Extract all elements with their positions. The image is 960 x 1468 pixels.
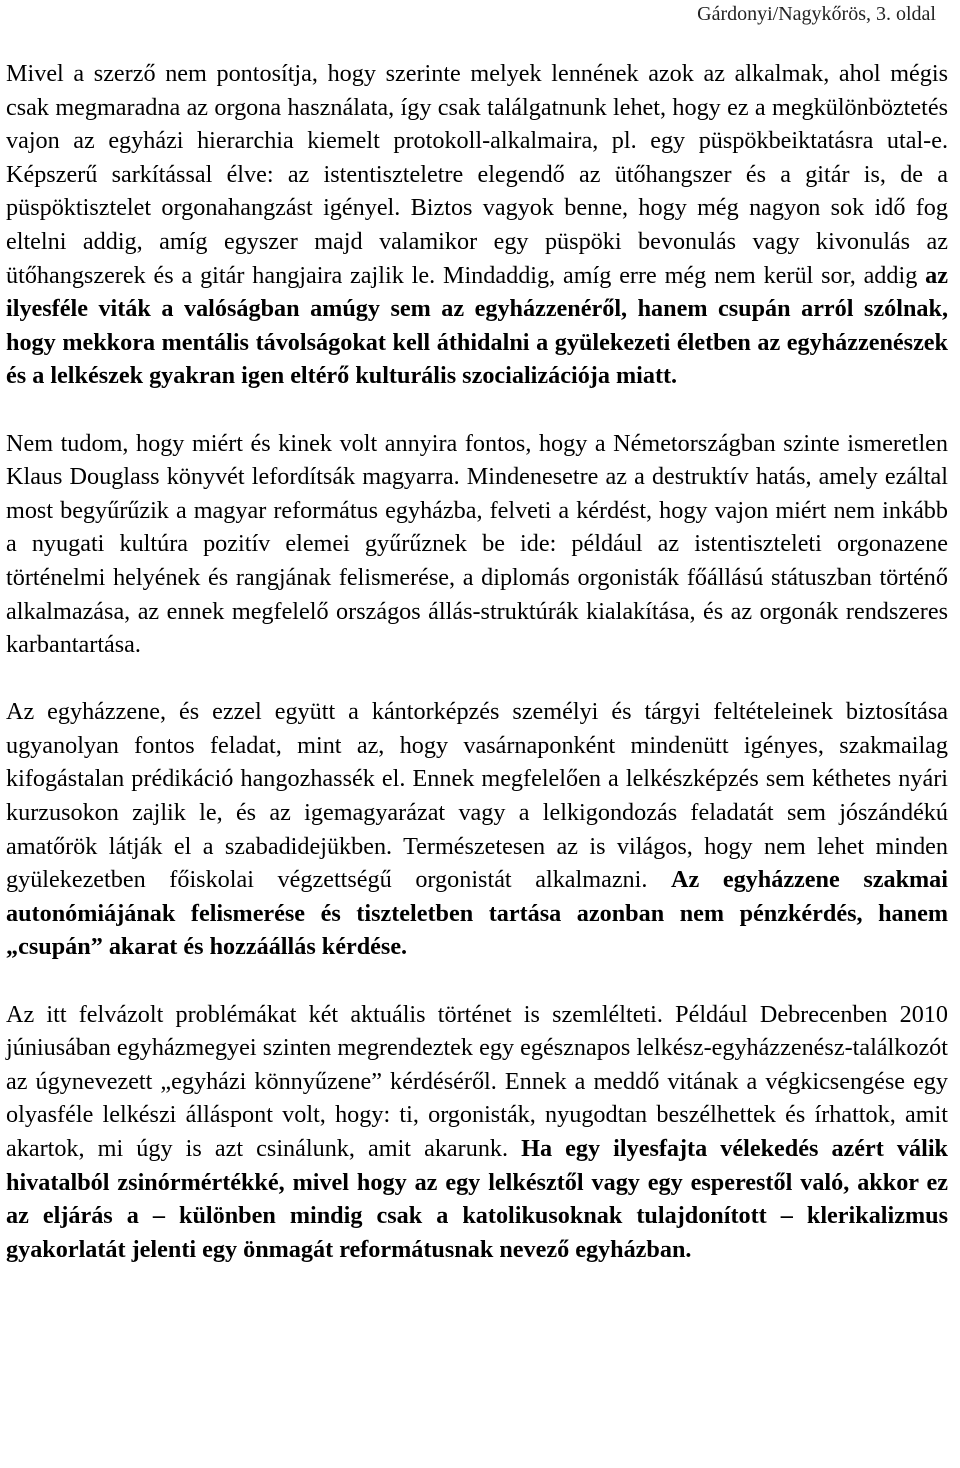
- paragraph-1-text: Mivel a szerző nem pontosítja, hogy szerinte melyek lennének azok az alkalmak, ahol mégis csak megmaradna az orgona használata, így csak találgatnunk lehet, hogy ez a megkülönböztetés vajon az egyházi hierarchia kiemelt protokoll-alkalmaira, pl. egy püspökbeiktatásra utal-e. Képszerű sarkítással élve: az istentiszteletre elegendő az ütőhangszer és a gitár is, de a püspöktisztelet orgonahangzást igényel. Biztos vagyok benne, hogy még nagyon sok idő fog eltelni addig, amíg egyszer majd valamikor egy püspöki bevonulás vagy kivonulás az ütőhangszerek és a gitár hangjaira zajlik le. Mindaddig, amíg erre még nem kerül sor, addig: [6, 60, 948, 289]
- paragraph-3-text: Az egyházzene, és ezzel együtt a kántorképzés személyi és tárgyi feltételeinek biztosítása ugyanolyan fontos feladat, mint az, hogy vasárnaponként mindenütt igényes, szakmailag kifogástalan prédikáció hangozhassék el. Ennek megfelelően a lelkészképzés sem kéthetes nyári kurzusokon zajlik le, és az igemagyarázat vagy a lelkigondozás feladatát sem jószándékú amatőrök látják el a szabadidejükben. Természetesen az is világos, hogy nem lehet minden gyülekezetben főiskolai végzettségű orgonistát alkalmazni.: [6, 698, 948, 894]
- paragraph-4: [6, 998, 948, 1267]
- body-text: [6, 57, 948, 1266]
- paragraph-4-text: Az itt felvázolt problémákat két aktuális történet is szemlélteti. Például Debrecenben 2010 júniusában egyházmegyei szinten megrendeztek egy egésznapos lelkész-egyházzenész-találkozót az úgynevezett „egyházi könnyűzene” kérdéséről. Ennek a meddő vitának a végkicsengése egy olyasféle lelkészi álláspont volt, hogy: ti, orgonisták, nyugodtan beszélhettek és írhattok, amit akartok, mi úgy is azt csinálunk, amit akarunk.: [6, 1000, 948, 1162]
- paragraph-3-bold-text: Az egyházzene szakmai autonómiájának felismerése és tiszteletben tartása azonban nem pénzkérdés, hanem „csupán” akarat és hozzáállás kérdése.: [6, 866, 948, 961]
- paragraph-1: [6, 57, 948, 393]
- paragraph-4-bold-text: Ha egy ilyesfajta vélekedés azért válik hivatalból zsinórmértékké, mivel hogy az egy lelkésztől vagy egy esperestől való, akkor ez az eljárás a – különben mindig csak a katolikusoknak tulajdonított – klerikalizmus gyakorlatát jelenti egy önmagát reformátusnak nevező egyházban.: [6, 1135, 948, 1263]
- paragraph-1-bold-text: az ilyesféle viták a valóságban amúgy sem az egyházzenéről, hanem csupán arról szólnak, hogy mekkora mentális távolságokat kell áthidalni a gyülekezeti életben az egyházzenészek és a lelkészek gyakran igen eltérő kulturális szocializációja miatt.: [6, 261, 948, 390]
- paragraph-3: [6, 695, 948, 964]
- running-header: Gárdonyi/Nagykőrös, 3. oldal: [697, 3, 936, 25]
- paragraph-2-text: Nem tudom, hogy miért és kinek volt annyira fontos, hogy a Németországban szinte ismeretlen Klaus Douglass könyvét lefordítsák magyarra. Mindenesetre az a destruktív hatás, amely ezáltal most begyűrűzik a magyar református egyházba, felveti a kérdést, hogy vajon miért nem inkább a nyugati kultúra pozitív elemei gyűrűznek be ide: például az istentiszteleti orgonazene történelmi helyének és rangjának felismerése, a diplomás orgonisták főállású státuszban történő alkalmazása, az ennek megfelelő országos állás-struktúrák kialakítása, és az orgonák rendszeres karbantartása.: [6, 429, 948, 659]
- paragraph-2: [6, 427, 948, 662]
